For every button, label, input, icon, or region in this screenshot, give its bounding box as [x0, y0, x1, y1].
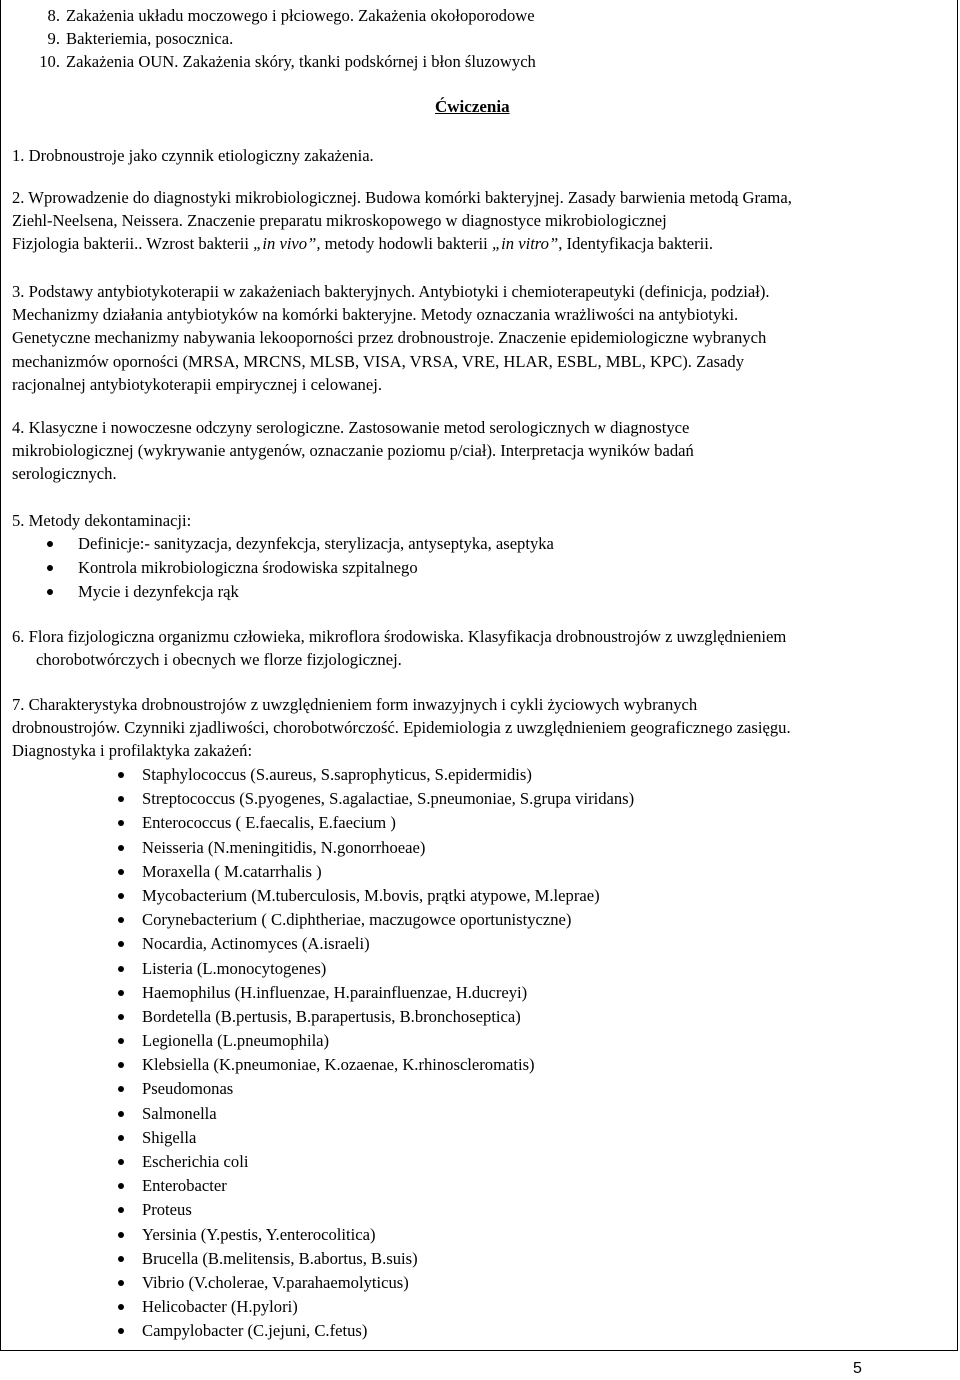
section-6-line: chorobotwórczych i obecnych we florze fizjologicznej.: [36, 650, 402, 670]
list-item: [12, 580, 554, 604]
section-1: 1. Drobnoustroje jako czynnik etiologiczny zakażenia.: [12, 146, 374, 165]
bullet-icon: [118, 1014, 124, 1020]
list-item: [12, 1319, 634, 1343]
bullet-icon: [118, 1183, 124, 1189]
list-item: [12, 1247, 634, 1271]
italic-term-in-vitro: „in vitro”: [491, 234, 559, 254]
list-item-text: Zakażenia OUN. Zakażenia skóry, tkanki podskórnej i błon śluzowych: [66, 52, 536, 72]
list-item: [12, 1150, 634, 1174]
list-item-text: Corynebacterium ( C.diphtheriae, maczugowce oportunistyczne): [142, 910, 572, 930]
bullet-icon: [118, 1159, 124, 1165]
list-item: [12, 981, 634, 1005]
section-2: [12, 186, 946, 256]
bullet-icon: [47, 589, 53, 595]
list-item: [12, 1102, 634, 1126]
list-item-text: Salmonella: [142, 1103, 217, 1123]
bullet-icon: [118, 1232, 124, 1238]
section-4-line: mikrobiologicznej (wykrywanie antygenów, oznaczanie poziomu p/ciał). Interpretacja wyników badań: [12, 441, 694, 461]
list-item-text: Klebsiella (K.pneumoniae, K.ozaenae, K.rhinoscleromatis): [142, 1055, 535, 1075]
list-item: [12, 787, 634, 811]
list-item: [12, 532, 554, 556]
section-7-line: Diagnostyka i profilaktyka zakażeń:: [12, 741, 253, 761]
list-item: [12, 811, 634, 835]
section-3-line: mechanizmów oporności (MRSA, MRCNS, MLSB, VISA, VRSA, VRE, HLAR, ESBL, MBL, KPC). Zasady: [12, 351, 745, 371]
list-item-text: Streptococcus (S.pyogenes, S.agalactiae, S.pneumoniae, S.grupa viridans): [142, 789, 635, 809]
organism-bullet-list: [12, 763, 634, 1344]
section-7: [12, 693, 946, 763]
section-3-line: Mechanizmy działania antybiotyków na komórki bakteryjne. Metody oznaczania wrażliwości na antybiotyki.: [12, 305, 739, 325]
list-item: [12, 1295, 634, 1319]
list-item: [12, 908, 634, 932]
bullet-icon: [118, 990, 124, 996]
bullet-icon: [47, 541, 53, 547]
list-item: [12, 884, 634, 908]
list-item-text: Yersinia (Y.pestis, Y.enterocolitica): [142, 1224, 376, 1244]
list-item-text: Brucella (B.melitensis, B.abortus, B.suis): [142, 1248, 418, 1268]
list-item: [12, 1174, 634, 1198]
bullet-icon: [118, 893, 124, 899]
bullet-icon: [118, 941, 124, 947]
section-3-line: 3. Podstawy antybiotykoterapii w zakażeniach bakteryjnych. Antybiotyki i chemioterapeutyki (definicja, podział).: [12, 282, 770, 301]
list-item: [12, 1198, 634, 1222]
list-item-text: Enterococcus ( E.faecalis, E.faecium ): [142, 813, 396, 833]
list-item-text: Nocardia, Actinomyces (A.israeli): [142, 934, 370, 954]
section-4-line: serologicznych.: [12, 464, 117, 484]
bullet-icon: [47, 565, 53, 571]
section-5-bullet-list: [12, 532, 554, 603]
bullet-icon: [118, 1207, 124, 1213]
section-4: [12, 416, 946, 486]
bullet-icon: [118, 1328, 124, 1334]
list-item: [26, 50, 946, 73]
list-item: [12, 1077, 634, 1101]
section-6: [12, 625, 946, 671]
bullet-icon: [118, 820, 124, 826]
list-item: [12, 763, 634, 787]
list-item-number: 10.: [39, 52, 60, 72]
text-run: metody hodowli bakterii: [320, 234, 492, 254]
list-item-text: Kontrola mikrobiologiczna środowiska szpitalnego: [78, 557, 418, 577]
list-item-text: Campylobacter (C.jejuni, C.fetus): [142, 1321, 368, 1341]
bullet-icon: [118, 1135, 124, 1141]
list-item-text: Zakażenia układu moczowego i płciowego. Zakażenia okołoporodowe: [66, 6, 535, 25]
section-6-line: 6. Flora fizjologiczna organizmu człowieka, mikroflora środowiska. Klasyfikacja drobnoustrojów z uwzględnieniem: [12, 627, 787, 646]
section-3: [12, 280, 946, 396]
bullet-icon: [118, 1256, 124, 1262]
section-4-line: 4. Klasyczne i nowoczesne odczyny serologiczne. Zastosowanie metod serologicznych w diagnostyce: [12, 418, 690, 437]
section-heading: Ćwiczenia: [435, 97, 510, 116]
bullet-icon: [118, 1111, 124, 1117]
list-item-text: Proteus: [142, 1200, 192, 1220]
text-run: , Identyfikacja bakterii.: [558, 234, 713, 254]
list-item: [12, 836, 634, 860]
list-item-text: Moraxella ( M.catarrhalis ): [142, 861, 322, 881]
list-item: [26, 4, 946, 27]
list-item-number: 8.: [47, 6, 60, 25]
italic-term-in-vivo: „in vivo”,: [253, 234, 321, 254]
list-item-text: Haemophilus (H.influenzae, H.parainfluenzae, H.ducreyi): [142, 982, 528, 1002]
bullet-icon: [118, 917, 124, 923]
list-item: [12, 957, 634, 981]
bullet-icon: [118, 772, 124, 778]
list-item: [12, 932, 634, 956]
list-item-text: Legionella (L.pneumophila): [142, 1031, 330, 1051]
section-2-line: [12, 232, 946, 255]
list-item: [26, 27, 946, 50]
section-2-line: 2. Wprowadzenie do diagnostyki mikrobiologicznej. Budowa komórki bakteryjnej. Zasady barwienia metodą Grama,: [12, 188, 792, 207]
list-item-text: Escherichia coli: [142, 1152, 249, 1171]
bullet-icon: [118, 966, 124, 972]
list-item-text: Staphylococcus (S.aureus, S.saprophyticus, S.epidermidis): [142, 765, 532, 784]
list-item-text: Bordetella (B.pertusis, B.parapertusis, B.bronchoseptica): [142, 1006, 521, 1026]
text-run: Fizjologia bakterii.. Wzrost bakterii: [12, 234, 254, 254]
list-item: [12, 1029, 634, 1053]
list-item-text: Pseudomonas: [142, 1079, 234, 1099]
section-2-line: Ziehl-Neelsena, Neissera. Znaczenie preparatu mikroskopowego w diagnostyce mikrobiologicznej: [12, 211, 667, 231]
bullet-icon: [118, 1280, 124, 1286]
list-item-text: Enterobacter: [142, 1176, 227, 1196]
list-item-text: Definicje:- sanityzacja, dezynfekcja, sterylizacja, antyseptyka, aseptyka: [78, 534, 554, 553]
bullet-icon: [118, 1086, 124, 1092]
list-item-text: Mycobacterium (M.tuberculosis, M.bovis, prątki atypowe, M.leprae): [142, 885, 600, 905]
list-item-text: Bakteriemia, posocznica.: [66, 29, 234, 49]
list-item: [12, 1271, 634, 1295]
section-7-line: 7. Charakterystyka drobnoustrojów z uwzględnieniem form inwazyjnych i cykli życiowych wybranych: [12, 695, 698, 714]
list-item: [12, 1126, 634, 1150]
section-3-line: Genetyczne mechanizmy nabywania lekooporności przez drobnoustroje. Znaczenie epidemiologiczne wybranych: [12, 328, 767, 348]
list-item-text: Helicobacter (H.pylori): [142, 1297, 298, 1317]
section-5-title: 5. Metody dekontaminacji:: [12, 511, 192, 530]
list-item: [12, 556, 554, 580]
list-item-text: Mycie i dezynfekcja rąk: [78, 581, 239, 601]
page-number: 5: [853, 1360, 862, 1377]
list-item-text: Neisseria (N.meningitidis, N.gonorrhoeae): [142, 837, 426, 857]
list-item-text: Listeria (L.monocytogenes): [142, 958, 327, 978]
section-3-line: racjonalnej antybiotykoterapii empirycznej i celowanej.: [12, 374, 382, 394]
bullet-icon: [118, 796, 124, 802]
list-item: [12, 1053, 634, 1077]
bullet-icon: [118, 1304, 124, 1310]
list-item-text: Shigella: [142, 1127, 197, 1147]
bullet-icon: [118, 1062, 124, 1068]
bullet-icon: [118, 869, 124, 875]
top-numbered-list: [26, 4, 946, 74]
bullet-icon: [118, 1038, 124, 1044]
section-7-line: drobnoustrojów. Czynniki zjadliwości, chorobotwórczość. Epidemiologia z uwzględnieniem geograficznego zasięgu.: [12, 718, 791, 738]
list-item-number: 9.: [47, 29, 60, 49]
bullet-icon: [118, 845, 124, 851]
list-item: [12, 1223, 634, 1247]
list-item: [12, 1005, 634, 1029]
list-item-text: Vibrio (V.cholerae, V.parahaemolyticus): [142, 1272, 409, 1292]
list-item: [12, 860, 634, 884]
